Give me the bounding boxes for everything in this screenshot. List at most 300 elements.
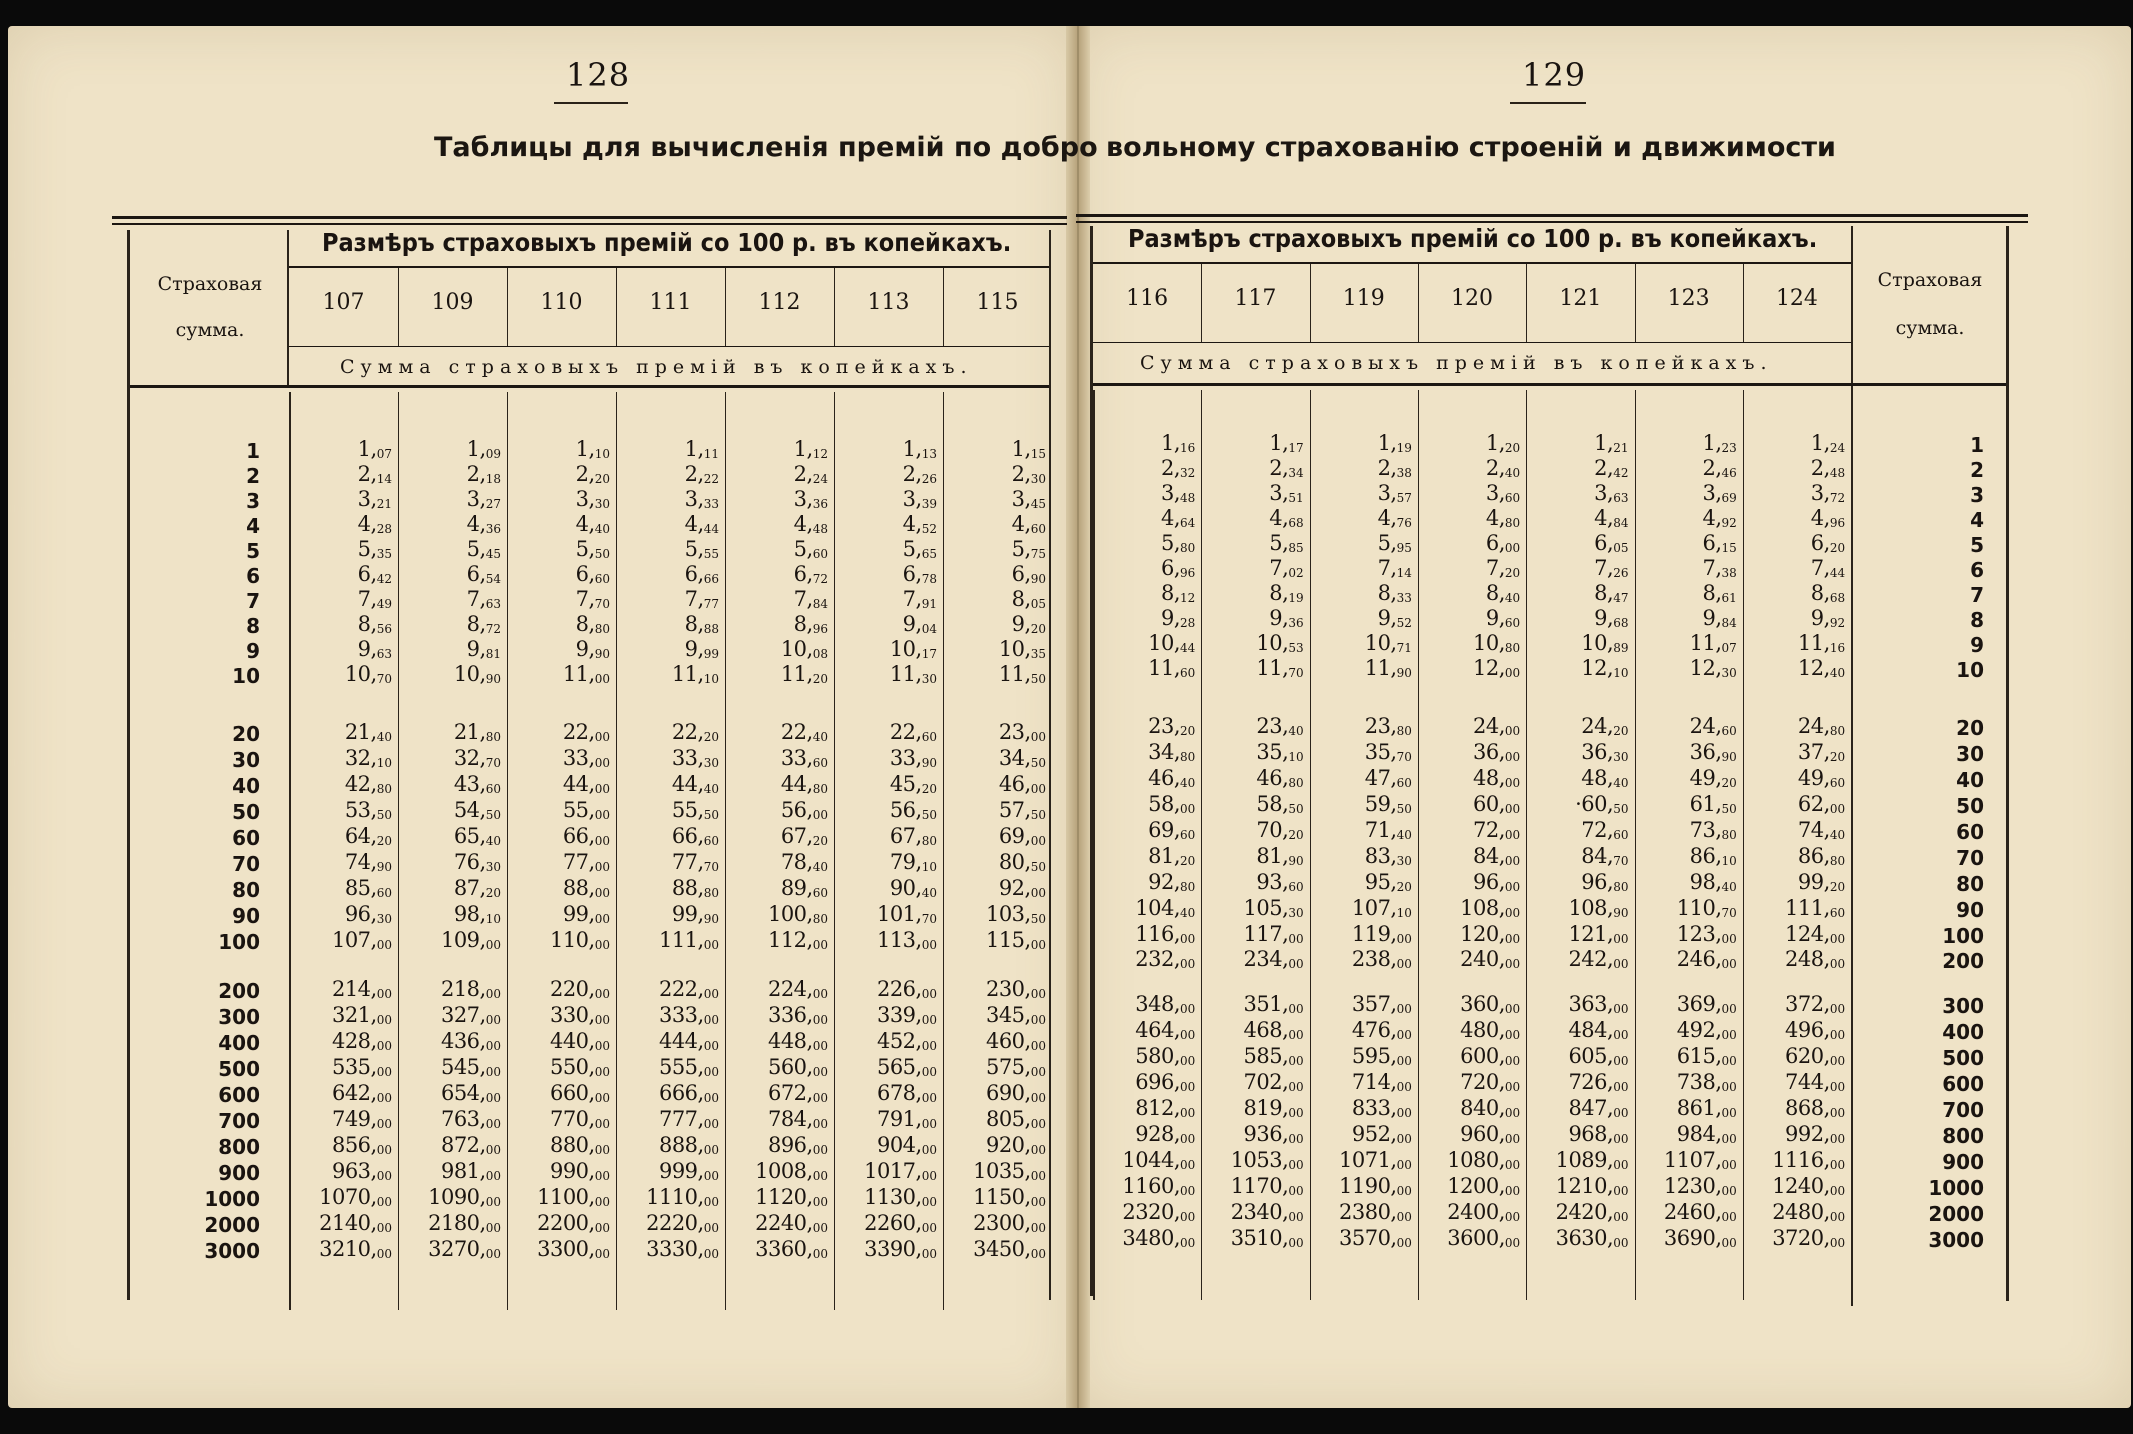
value-cell: $1,_{17}$ — [1269, 431, 1304, 455]
value-cell: $3,_{45}$ — [1011, 487, 1046, 511]
value-cell: $2400,_{00}$ — [1447, 1200, 1521, 1224]
value-cell: $2300,_{00}$ — [973, 1211, 1046, 1235]
value-cell: $23,_{00}$ — [998, 720, 1046, 744]
right-page-heading: вольному страхованію строеній и движимости — [1106, 132, 1836, 163]
sum-cell: 50 — [232, 800, 260, 824]
value-cell: $6,_{66}$ — [684, 562, 719, 586]
column-header: 120 — [1451, 286, 1494, 311]
value-cell: $1044,_{00}$ — [1122, 1148, 1196, 1172]
value-cell: $6,_{05}$ — [1594, 531, 1629, 555]
value-cell: $1130,_{00}$ — [864, 1185, 937, 1209]
sum-cell: 3000 — [1928, 1228, 1984, 1252]
sum-cell: 300 — [1942, 994, 1984, 1018]
right-sum-col-divider — [1851, 226, 1853, 1306]
left-header-title: Размѣръ страховыхъ премій со 100 р. въ копейкахъ. — [322, 228, 1012, 257]
value-cell: $580,_{00}$ — [1135, 1044, 1196, 1068]
value-cell: $339,_{00}$ — [876, 1003, 937, 1027]
left-sum-label-line1: Страховая — [157, 273, 263, 295]
sum-cell: 70 — [232, 852, 260, 876]
sum-cell: 1000 — [1928, 1176, 1984, 1200]
left-header-title-rule — [289, 266, 1049, 268]
sum-cell: 1 — [1970, 433, 1984, 457]
value-cell: $999,_{00}$ — [658, 1159, 719, 1183]
value-cell: $3,_{33}$ — [684, 487, 719, 511]
value-cell: $72,_{00}$ — [1473, 818, 1521, 842]
value-cell: $55,_{50}$ — [671, 798, 719, 822]
sum-cell: 3 — [1970, 483, 1984, 507]
value-cell: $726,_{00}$ — [1568, 1070, 1629, 1094]
value-cell: $4,_{64}$ — [1160, 506, 1196, 530]
value-cell: $5,_{55}$ — [684, 537, 719, 561]
value-cell: $119,_{00}$ — [1351, 922, 1412, 946]
sum-cell: 300 — [218, 1005, 260, 1029]
value-cell: $22,_{60}$ — [889, 720, 937, 744]
column-header: 123 — [1667, 286, 1710, 311]
sum-cell: 4 — [1970, 508, 1984, 532]
sum-cell: 500 — [218, 1057, 260, 1081]
value-cell: $1110,_{00}$ — [646, 1185, 719, 1209]
value-cell: $33,_{60}$ — [780, 746, 828, 770]
value-cell: $71,_{40}$ — [1364, 818, 1412, 842]
sum-cell: 30 — [1956, 742, 1984, 766]
value-cell: $1,_{10}$ — [575, 437, 610, 461]
sum-cell: 1 — [246, 439, 260, 463]
value-cell: $6,_{72}$ — [793, 562, 828, 586]
value-cell: $7,_{14}$ — [1377, 556, 1412, 580]
value-cell: $\cdot 60,_{50}$ — [1575, 792, 1629, 816]
value-cell: $992,_{00}$ — [1785, 1122, 1846, 1146]
value-cell: $896,_{00}$ — [767, 1133, 828, 1157]
column-header: 124 — [1775, 286, 1818, 311]
value-cell: $22,_{40}$ — [780, 720, 828, 744]
value-cell: $36,_{90}$ — [1689, 740, 1737, 764]
value-cell: $58,_{00}$ — [1148, 792, 1196, 816]
value-cell: $9,_{68}$ — [1594, 606, 1629, 630]
value-cell: $963,_{00}$ — [331, 1159, 392, 1183]
value-cell: $492,_{00}$ — [1676, 1018, 1737, 1042]
value-cell: $1,_{07}$ — [357, 437, 392, 461]
value-cell: $43,_{60}$ — [453, 772, 501, 796]
value-cell: $23,_{40}$ — [1256, 714, 1304, 738]
value-cell: $9,_{81}$ — [466, 637, 501, 661]
right-page-number: 129 — [1522, 56, 1587, 94]
value-cell: $8,_{05}$ — [1011, 587, 1046, 611]
value-cell: $2220,_{00}$ — [646, 1211, 719, 1235]
sum-cell: 2000 — [1928, 1202, 1984, 1226]
value-cell: $928,_{00}$ — [1135, 1122, 1196, 1146]
value-cell: $3,_{57}$ — [1377, 481, 1412, 505]
value-cell: $868,_{00}$ — [1785, 1096, 1846, 1120]
sum-cell: 5 — [246, 539, 260, 563]
value-cell: $67,_{20}$ — [780, 824, 828, 848]
value-cell: $7,_{91}$ — [902, 587, 937, 611]
value-cell: $81,_{90}$ — [1256, 844, 1304, 868]
value-cell: $440,_{00}$ — [549, 1029, 610, 1053]
sum-cell: 10 — [232, 664, 260, 688]
value-cell: $109,_{00}$ — [440, 928, 501, 952]
value-cell: $96,_{80}$ — [1581, 870, 1629, 894]
value-cell: $952,_{00}$ — [1351, 1122, 1412, 1146]
value-cell: $9,_{20}$ — [1011, 612, 1046, 636]
value-cell: $1,_{12}$ — [793, 437, 828, 461]
value-cell: $111,_{00}$ — [658, 928, 719, 952]
value-cell: $11,_{07}$ — [1689, 631, 1737, 655]
value-cell: $2,_{22}$ — [684, 462, 719, 486]
value-cell: $12,_{10}$ — [1581, 656, 1629, 680]
value-cell: $3450,_{00}$ — [973, 1237, 1046, 1261]
value-cell: $2320,_{00}$ — [1122, 1200, 1196, 1224]
value-cell: $33,_{30}$ — [671, 746, 719, 770]
value-cell: $11,_{90}$ — [1364, 656, 1412, 680]
value-cell: $56,_{00}$ — [780, 798, 828, 822]
value-cell: $124,_{00}$ — [1785, 922, 1846, 946]
value-cell: $460,_{00}$ — [985, 1029, 1046, 1053]
value-cell: $69,_{00}$ — [998, 824, 1046, 848]
value-cell: $99,_{20}$ — [1797, 870, 1846, 894]
value-cell: $3480,_{00}$ — [1122, 1226, 1196, 1250]
value-cell: $861,_{00}$ — [1676, 1096, 1737, 1120]
value-cell: $3720,_{00}$ — [1772, 1226, 1846, 1250]
column-header: 111 — [649, 290, 692, 315]
value-cell: $777,_{00}$ — [658, 1107, 719, 1131]
value-cell: $107,_{00}$ — [331, 928, 392, 952]
value-cell: $113,_{00}$ — [876, 928, 937, 952]
value-cell: $100,_{80}$ — [767, 902, 828, 926]
left-header-cols-rule — [289, 346, 1049, 347]
value-cell: $110,_{70}$ — [1676, 896, 1737, 920]
value-cell: $2,_{14}$ — [357, 462, 392, 486]
value-cell: $5,_{35}$ — [357, 537, 392, 561]
right-table-top-rule — [1076, 214, 2028, 217]
column-header: 109 — [431, 290, 474, 315]
value-cell: $6,_{00}$ — [1485, 531, 1521, 555]
value-cell: $8,_{88}$ — [684, 612, 719, 636]
value-cell: $49,_{20}$ — [1689, 766, 1737, 790]
value-cell: $117,_{00}$ — [1243, 922, 1304, 946]
sum-cell: 700 — [1942, 1098, 1984, 1122]
value-cell: $76,_{30}$ — [453, 850, 501, 874]
column-header: 112 — [758, 290, 801, 315]
value-cell: $3,_{60}$ — [1485, 481, 1521, 505]
value-cell: $348,_{00}$ — [1135, 992, 1196, 1016]
value-cell: $372,_{00}$ — [1785, 992, 1846, 1016]
value-cell: $7,_{77}$ — [684, 587, 719, 611]
value-cell: $34,_{80}$ — [1148, 740, 1196, 764]
value-cell: $10,_{17}$ — [889, 637, 937, 661]
value-cell: $85,_{60}$ — [344, 876, 392, 900]
value-cell: $1116,_{00}$ — [1772, 1148, 1846, 1172]
sum-cell: 7 — [1970, 583, 1984, 607]
value-cell: $476,_{00}$ — [1351, 1018, 1412, 1042]
value-cell: $62,_{00}$ — [1797, 792, 1846, 816]
value-cell: $4,_{48}$ — [793, 512, 828, 536]
sum-cell: 40 — [1956, 768, 1984, 792]
value-cell: $230,_{00}$ — [985, 977, 1046, 1001]
value-cell: $840,_{00}$ — [1460, 1096, 1521, 1120]
value-cell: $24,_{80}$ — [1797, 714, 1846, 738]
value-cell: $920,_{00}$ — [985, 1133, 1046, 1157]
value-cell: $784,_{00}$ — [767, 1107, 828, 1131]
value-cell: $10,_{44}$ — [1148, 631, 1196, 655]
sum-cell: 8 — [1970, 608, 1984, 632]
value-cell: $1107,_{00}$ — [1663, 1148, 1737, 1172]
left-page-heading: Таблицы для вычисленія премій по добро — [434, 132, 1098, 163]
column-divider-header — [507, 268, 508, 346]
value-cell: $108,_{90}$ — [1568, 896, 1629, 920]
value-cell: $6,_{15}$ — [1702, 531, 1737, 555]
value-cell: $21,_{40}$ — [344, 720, 392, 744]
value-cell: $555,_{00}$ — [658, 1055, 719, 1079]
value-cell: $330,_{00}$ — [549, 1003, 610, 1027]
value-cell: $812,_{00}$ — [1135, 1096, 1196, 1120]
value-cell: $720,_{00}$ — [1460, 1070, 1521, 1094]
value-cell: $1190,_{00}$ — [1338, 1174, 1412, 1198]
sum-cell: 8 — [246, 614, 260, 638]
value-cell: $1,_{16}$ — [1160, 431, 1196, 455]
left-table-top-rule-2 — [112, 223, 1067, 225]
value-cell: $248,_{00}$ — [1785, 947, 1846, 971]
value-cell: $86,_{10}$ — [1689, 844, 1737, 868]
left-table-left-border — [127, 230, 130, 1300]
value-cell: $678,_{00}$ — [876, 1081, 937, 1105]
column-divider-header — [1635, 264, 1636, 342]
value-cell: $123,_{00}$ — [1676, 922, 1737, 946]
value-cell: $34,_{50}$ — [998, 746, 1046, 770]
value-cell: $550,_{00}$ — [549, 1055, 610, 1079]
value-cell: $2260,_{00}$ — [864, 1211, 937, 1235]
value-cell: $672,_{00}$ — [767, 1081, 828, 1105]
value-cell: $1,_{13}$ — [902, 437, 937, 461]
value-cell: $2,_{42}$ — [1594, 456, 1629, 480]
value-cell: $2,_{32}$ — [1160, 456, 1196, 480]
value-cell: $360,_{00}$ — [1460, 992, 1521, 1016]
value-cell: $8,_{47}$ — [1594, 581, 1629, 605]
value-cell: $9,_{36}$ — [1269, 606, 1304, 630]
value-cell: $4,_{36}$ — [466, 512, 501, 536]
column-divider-header — [398, 268, 399, 346]
value-cell: $3600,_{00}$ — [1447, 1226, 1521, 1250]
left-header-bottom-rule — [130, 385, 1050, 388]
value-cell: $696,_{00}$ — [1135, 1070, 1196, 1094]
value-cell: $8,_{61}$ — [1702, 581, 1737, 605]
value-cell: $448,_{00}$ — [767, 1029, 828, 1053]
value-cell: $108,_{00}$ — [1460, 896, 1521, 920]
value-cell: $84,_{00}$ — [1473, 844, 1521, 868]
value-cell: $345,_{00}$ — [985, 1003, 1046, 1027]
value-cell: $904,_{00}$ — [876, 1133, 937, 1157]
value-cell: $2420,_{00}$ — [1555, 1200, 1629, 1224]
value-cell: $1120,_{00}$ — [755, 1185, 828, 1209]
value-cell: $3,_{36}$ — [793, 487, 828, 511]
value-cell: $968,_{00}$ — [1568, 1122, 1629, 1146]
sum-cell: 600 — [1942, 1072, 1984, 1096]
value-cell: $357,_{00}$ — [1351, 992, 1412, 1016]
value-cell: $6,_{60}$ — [575, 562, 610, 586]
column-header: 107 — [322, 290, 365, 315]
value-cell: $642,_{00}$ — [331, 1081, 392, 1105]
left-page-number: 128 — [566, 56, 631, 94]
column-header: 119 — [1342, 286, 1385, 311]
right-page-number-underline — [1510, 102, 1586, 104]
value-cell: $66,_{60}$ — [671, 824, 719, 848]
column-divider-header — [1526, 264, 1527, 342]
value-cell: $59,_{50}$ — [1364, 792, 1412, 816]
value-cell: $10,_{35}$ — [998, 637, 1046, 661]
value-cell: $5,_{60}$ — [793, 537, 828, 561]
value-cell: $2200,_{00}$ — [537, 1211, 610, 1235]
value-cell: $7,_{02}$ — [1269, 556, 1304, 580]
sum-cell: 80 — [1956, 872, 1984, 896]
sum-cell: 700 — [218, 1109, 260, 1133]
value-cell: $5,_{65}$ — [902, 537, 937, 561]
value-cell: $88,_{00}$ — [562, 876, 610, 900]
value-cell: $5,_{50}$ — [575, 537, 610, 561]
sum-cell: 2 — [246, 464, 260, 488]
value-cell: $336,_{00}$ — [767, 1003, 828, 1027]
value-cell: $545,_{00}$ — [440, 1055, 501, 1079]
right-header-cols-rule — [1093, 342, 1851, 343]
value-cell: $3390,_{00}$ — [864, 1237, 937, 1261]
value-cell: $36,_{30}$ — [1581, 740, 1629, 764]
value-cell: $1070,_{00}$ — [319, 1185, 392, 1209]
value-cell: $5,_{75}$ — [1011, 537, 1046, 561]
book-gutter — [1066, 26, 1090, 1408]
value-cell: $8,_{68}$ — [1810, 581, 1846, 605]
value-cell: $22,_{00}$ — [562, 720, 610, 744]
value-cell: $33,_{00}$ — [562, 746, 610, 770]
value-cell: $81,_{20}$ — [1148, 844, 1196, 868]
value-cell: $763,_{00}$ — [440, 1107, 501, 1131]
sum-cell: 90 — [1956, 898, 1984, 922]
value-cell: $1100,_{00}$ — [537, 1185, 610, 1209]
value-cell: $8,_{72}$ — [466, 612, 501, 636]
value-cell: $654,_{00}$ — [440, 1081, 501, 1105]
value-cell: $452,_{00}$ — [876, 1029, 937, 1053]
value-cell: $3210,_{00}$ — [319, 1237, 392, 1261]
value-cell: $35,_{70}$ — [1364, 740, 1412, 764]
value-cell: $99,_{00}$ — [562, 902, 610, 926]
value-cell: $1080,_{00}$ — [1447, 1148, 1521, 1172]
value-cell: $10,_{71}$ — [1364, 631, 1412, 655]
value-cell: $8,_{40}$ — [1485, 581, 1521, 605]
value-cell: $984,_{00}$ — [1676, 1122, 1737, 1146]
value-cell: $1017,_{00}$ — [864, 1159, 937, 1183]
value-cell: $89,_{60}$ — [780, 876, 828, 900]
value-cell: $101,_{70}$ — [876, 902, 937, 926]
value-cell: $23,_{80}$ — [1364, 714, 1412, 738]
value-cell: $2340,_{00}$ — [1230, 1200, 1304, 1224]
value-cell: $55,_{00}$ — [562, 798, 610, 822]
value-cell: $232,_{00}$ — [1135, 947, 1196, 971]
value-cell: $714,_{00}$ — [1351, 1070, 1412, 1094]
value-cell: $47,_{60}$ — [1364, 766, 1412, 790]
value-cell: $44,_{40}$ — [671, 772, 719, 796]
value-cell: $6,_{42}$ — [357, 562, 392, 586]
value-cell: $220,_{00}$ — [549, 977, 610, 1001]
sum-cell: 90 — [232, 904, 260, 928]
sum-cell: 9 — [1970, 633, 1984, 657]
value-cell: $2,_{48}$ — [1810, 456, 1846, 480]
value-cell: $56,_{50}$ — [889, 798, 937, 822]
column-header: 116 — [1126, 286, 1169, 311]
value-cell: $9,_{28}$ — [1160, 606, 1196, 630]
value-cell: $1,_{11}$ — [684, 437, 719, 461]
value-cell: $6,_{96}$ — [1160, 556, 1196, 580]
value-cell: $12,_{30}$ — [1689, 656, 1737, 680]
value-cell: $600,_{00}$ — [1460, 1044, 1521, 1068]
value-cell: $10,_{08}$ — [780, 637, 828, 661]
value-cell: $23,_{20}$ — [1148, 714, 1196, 738]
column-divider-header — [616, 268, 617, 346]
sum-cell: 400 — [1942, 1020, 1984, 1044]
value-cell: $9,_{52}$ — [1377, 606, 1412, 630]
value-cell: $218,_{00}$ — [440, 977, 501, 1001]
left-table-right-border — [1049, 230, 1051, 1300]
left-page-number-underline — [554, 102, 628, 104]
value-cell: $436,_{00}$ — [440, 1029, 501, 1053]
value-cell: $74,_{90}$ — [344, 850, 392, 874]
value-cell: $120,_{00}$ — [1460, 922, 1521, 946]
value-cell: $3270,_{00}$ — [428, 1237, 501, 1261]
value-cell: $2,_{34}$ — [1269, 456, 1304, 480]
value-cell: $74,_{40}$ — [1797, 818, 1846, 842]
value-cell: $4,_{28}$ — [357, 512, 392, 536]
value-cell: $32,_{10}$ — [344, 746, 392, 770]
sum-cell: 200 — [218, 979, 260, 1003]
value-cell: $585,_{00}$ — [1243, 1044, 1304, 1068]
value-cell: $11,_{70}$ — [1256, 656, 1304, 680]
value-cell: $66,_{00}$ — [562, 824, 610, 848]
value-cell: $3,_{69}$ — [1702, 481, 1737, 505]
column-header: 121 — [1559, 286, 1602, 311]
value-cell: $3690,_{00}$ — [1663, 1226, 1737, 1250]
value-cell: $103,_{50}$ — [985, 902, 1046, 926]
value-cell: $9,_{63}$ — [357, 637, 392, 661]
value-cell: $3510,_{00}$ — [1230, 1226, 1304, 1250]
sum-cell: 4 — [246, 514, 260, 538]
value-cell: $9,_{92}$ — [1810, 606, 1846, 630]
value-cell: $1,_{19}$ — [1377, 431, 1412, 455]
sum-cell: 60 — [232, 826, 260, 850]
value-cell: $3,_{30}$ — [575, 487, 610, 511]
value-cell: $10,_{89}$ — [1581, 631, 1629, 655]
value-cell: $8,_{19}$ — [1269, 581, 1304, 605]
column-divider-header — [943, 268, 944, 346]
value-cell: $3630,_{00}$ — [1555, 1226, 1629, 1250]
sum-cell: 40 — [232, 774, 260, 798]
sum-cell: 3000 — [204, 1239, 260, 1263]
value-cell: $107,_{10}$ — [1351, 896, 1412, 920]
value-cell: $1008,_{00}$ — [755, 1159, 828, 1183]
value-cell: $1170,_{00}$ — [1230, 1174, 1304, 1198]
value-cell: $428,_{00}$ — [331, 1029, 392, 1053]
value-cell: $990,_{00}$ — [549, 1159, 610, 1183]
value-cell: $83,_{30}$ — [1364, 844, 1412, 868]
value-cell: $112,_{00}$ — [767, 928, 828, 952]
value-cell: $21,_{80}$ — [453, 720, 501, 744]
value-cell: $690,_{00}$ — [985, 1081, 1046, 1105]
value-cell: $96,_{00}$ — [1473, 870, 1521, 894]
left-sum-label-line2: сумма. — [175, 319, 245, 341]
value-cell: $105,_{30}$ — [1243, 896, 1304, 920]
value-cell: $2180,_{00}$ — [428, 1211, 501, 1235]
value-cell: $333,_{00}$ — [658, 1003, 719, 1027]
value-cell: $9,_{99}$ — [684, 637, 719, 661]
value-cell: $363,_{00}$ — [1568, 992, 1629, 1016]
value-cell: $92,_{00}$ — [998, 876, 1046, 900]
value-cell: $565,_{00}$ — [876, 1055, 937, 1079]
value-cell: $847,_{00}$ — [1568, 1096, 1629, 1120]
